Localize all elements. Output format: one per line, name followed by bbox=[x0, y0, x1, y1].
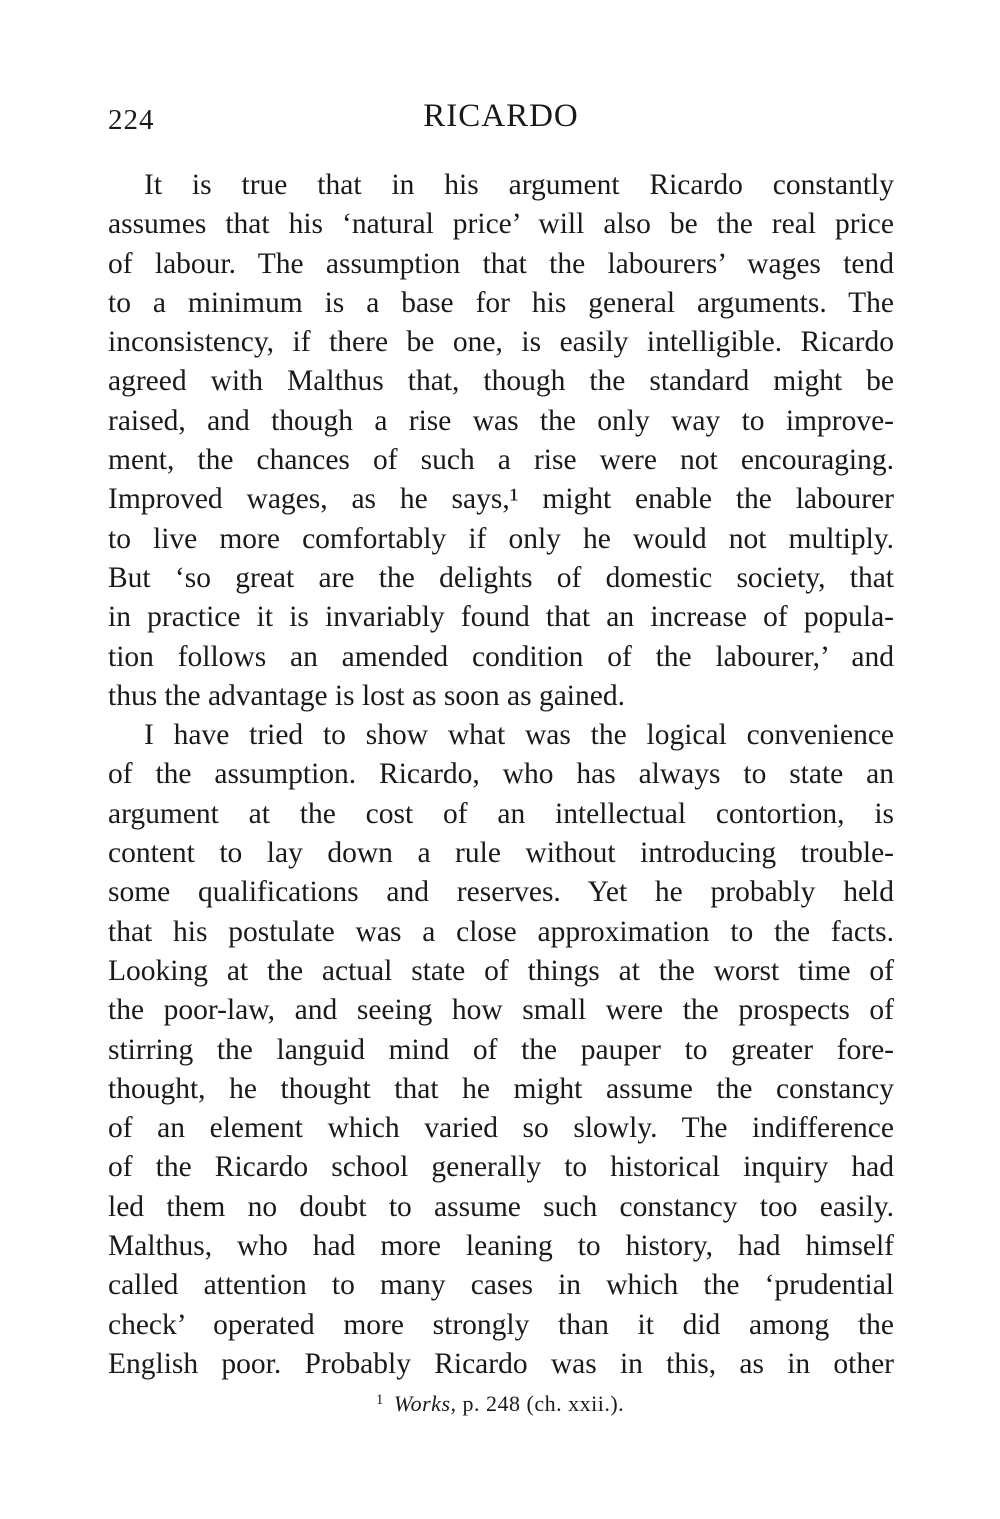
text-line: But ‘so great are the delights of domestic society, that bbox=[108, 561, 894, 594]
text-line: of the Ricardo school generally to historical inquiry had bbox=[108, 1151, 894, 1184]
footnote-marker: 1 bbox=[375, 1392, 384, 1408]
text-line: tion follows an amended condition of the labourer,’ and bbox=[108, 640, 894, 673]
text-line: content to lay down a rule without introducing trouble- bbox=[108, 837, 894, 870]
footnote-detail: p. 248 (ch. xxii.). bbox=[462, 1391, 625, 1416]
text-line: stirring the languid mind of the pauper to greater fore- bbox=[108, 1033, 894, 1066]
text-line: the poor-law, and seeing how small were the prospects of bbox=[108, 994, 894, 1027]
text-line: to live more comfortably if only he would not multiply. bbox=[108, 522, 894, 555]
text-line: led them no doubt to assume such constancy too easily. bbox=[108, 1190, 894, 1223]
text-line: thus the advantage is lost as soon as gained. bbox=[108, 679, 625, 712]
text-line: I have tried to show what was the logical convenience bbox=[144, 719, 894, 752]
text-line: of labour. The assumption that the labourers’ wages tend bbox=[108, 247, 894, 280]
text-line: in practice it is invariably found that an increase of popula- bbox=[108, 601, 894, 634]
running-head: RICARDO bbox=[423, 98, 579, 134]
text-line: ment, the chances of such a rise were not encouraging. bbox=[108, 444, 894, 477]
text-line: agreed with Malthus that, though the standard might be bbox=[108, 365, 894, 398]
footnote-title: Works, bbox=[393, 1391, 457, 1416]
text-line: English poor. Probably Ricardo was in this, as in other bbox=[108, 1347, 894, 1380]
text-line: Looking at the actual state of things at the worst time of bbox=[108, 954, 894, 987]
text-line: Improved wages, as he says,¹ might enable the labourer bbox=[108, 483, 894, 516]
text-line: Malthus, who had more leaning to history, had himself bbox=[108, 1230, 894, 1263]
text-line: some qualifications and reserves. Yet he probably held bbox=[108, 876, 894, 909]
text-line: argument at the cost of an intellectual contortion, is bbox=[108, 797, 894, 830]
text-line: called attention to many cases in which the ‘prudential bbox=[108, 1269, 894, 1302]
page-number: 224 bbox=[108, 104, 155, 136]
body-text bbox=[108, 166, 894, 1384]
text-line: that his postulate was a close approximation to the facts. bbox=[108, 915, 894, 948]
footnote bbox=[0, 1391, 1000, 1417]
text-line: check’ operated more strongly than it did among the bbox=[108, 1308, 894, 1341]
text-line: raised, and though a rise was the only way to improve- bbox=[108, 404, 894, 437]
paragraph bbox=[108, 166, 894, 716]
text-line: thought, he thought that he might assume the constancy bbox=[108, 1072, 894, 1105]
text-line: It is true that in his argument Ricardo constantly bbox=[144, 169, 894, 201]
text-line: of an element which varied so slowly. The indifference bbox=[108, 1112, 894, 1145]
page-header bbox=[108, 98, 894, 142]
paragraph bbox=[108, 716, 894, 1384]
text-line: of the assumption. Ricardo, who has always to state an bbox=[108, 758, 894, 791]
text-line: to a minimum is a base for his general arguments. The bbox=[108, 286, 894, 319]
text-line: inconsistency, if there be one, is easily intelligible. Ricardo bbox=[108, 326, 894, 359]
text-line: assumes that his ‘natural price’ will also be the real price bbox=[108, 208, 894, 241]
